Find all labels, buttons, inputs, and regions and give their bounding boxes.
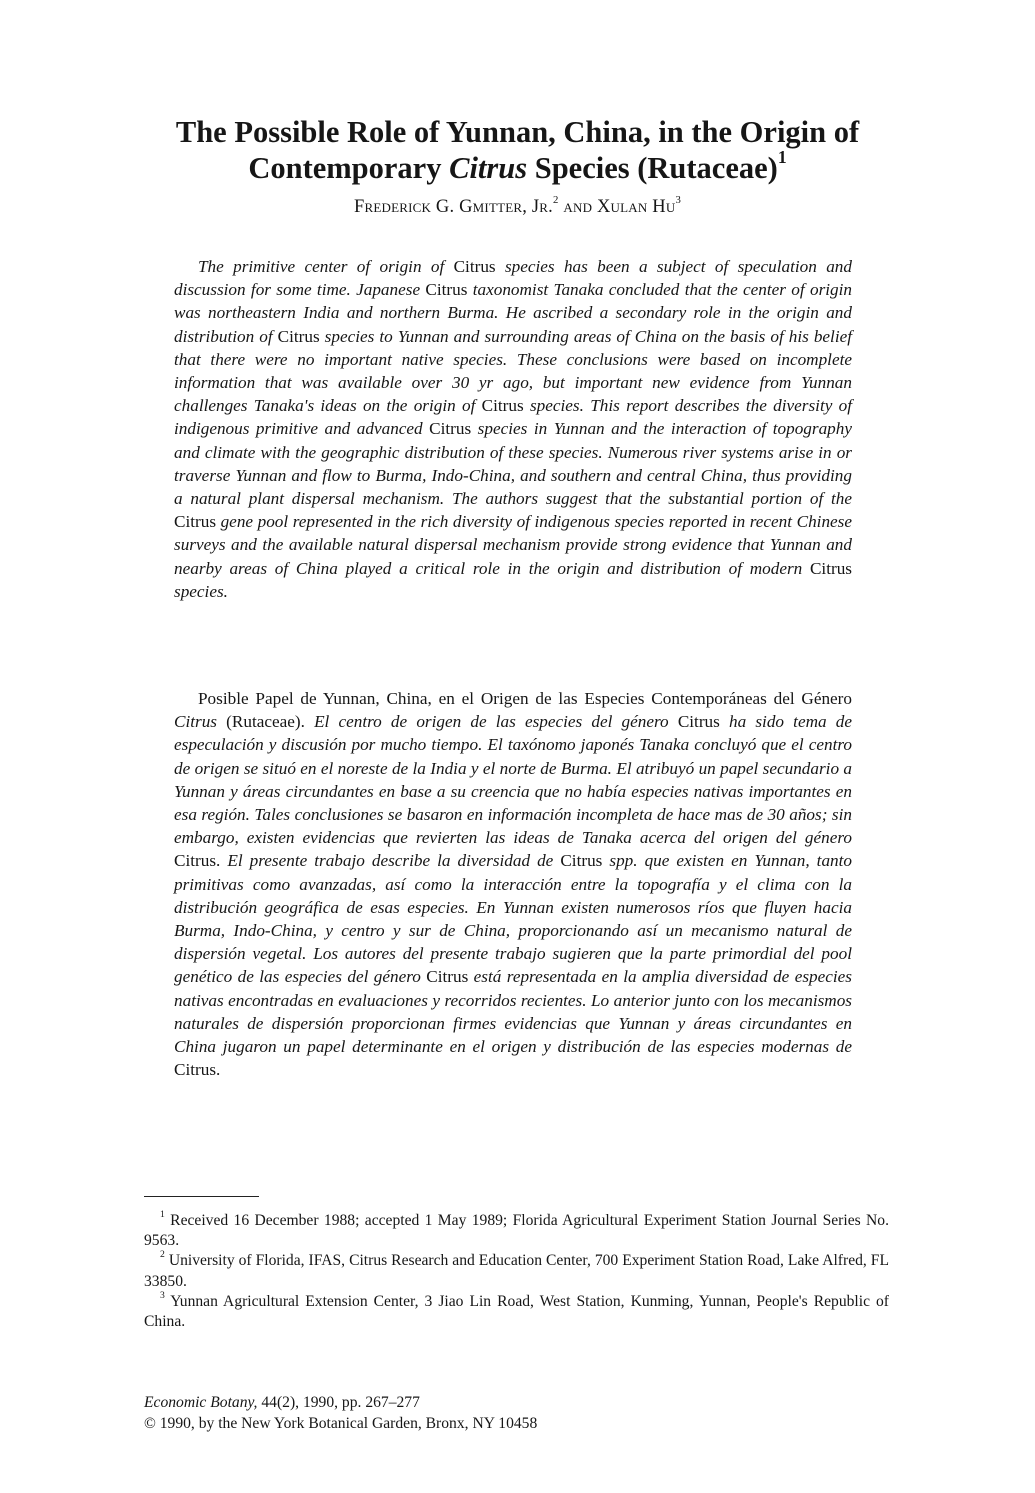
title-footnote-mark: 1 xyxy=(777,147,787,168)
abstract-es-text: El centro de origen de las especies del género xyxy=(314,712,678,732)
abstract-es-text: ha sido tema de especulación y discusión por mucho tiempo. El taxónomo japonés Tanaka concluyó que el centro de origen se situó en el noreste de la India y el norte de Burma. El atribuyó un papel secundario a Yunnan y áreas circundantes en base a su creencia que no había especies nativas importantes en esa región. Tales conclusiones se basaron en información incompleta de hace mas de 30 años; sin embargo, existen evidencias que revierten las ideas de Tanaka acerca del origen del género xyxy=(174,712,852,848)
genus-citrus: Citrus xyxy=(429,419,472,439)
genus-citrus: Citrus xyxy=(481,396,524,416)
footnote-text: Yunnan Agricultural Extension Center, 3 Jiao Lin Road, West Station, Kunming, Yunnan, People's Republic of China. xyxy=(144,1292,889,1331)
author-byline xyxy=(120,193,915,218)
abstract-en-text: species in Yunnan and the interaction of topography and climate with the geographic distribution of these species. Numerous river systems arise in or traverse Yunnan and flow to Burma, Indo-China, and southern and central China, thus providing a natural plant dispersal mechanism. The authors suggest that the substantial portion of the xyxy=(174,419,852,509)
genus-citrus: Citrus xyxy=(453,257,496,276)
genus-citrus: Citrus. xyxy=(174,851,221,871)
article-title xyxy=(120,114,915,186)
footnote-mark: 3 xyxy=(160,1289,165,1301)
journal-name: Economic Botany, xyxy=(144,1394,258,1411)
author-gmitter-mark: 2 xyxy=(553,193,559,206)
abstract-es-heading-genus: Citrus xyxy=(174,712,217,732)
author-hu: Xulan Hu xyxy=(596,197,676,217)
author-hu-mark: 3 xyxy=(675,193,681,206)
genus-citrus: Citrus. xyxy=(174,1060,221,1080)
footnote-mark: 1 xyxy=(160,1208,165,1220)
footnote-text: University of Florida, IFAS, Citrus Research and Education Center, 700 Experiment Station Road, Lake Alfred, FL 33850. xyxy=(144,1252,889,1290)
footnote-mark: 2 xyxy=(160,1249,165,1261)
abstract-es-text: spp. que existen en Yunnan, tanto primitivas como avanzadas, así como la interacción entre la topografía y el clima con la distribución geográfica de esas especies. En Yunnan existen numerosos ríos que fluyen hacia Burma, Indo-China, y centro y sur de China, proporcionando así un mecanismo natural de dispersión vegetal. Los autores del presente trabajo sugieren que la parte primordial del pool genético de las especies del género xyxy=(174,851,852,987)
abstract-es-text: está representada en la amplia diversidad de especies nativas encontradas en evaluaciones y recorridos recientes. Lo anterior junto con los mecanismos naturales de dispersión proporcionan firmes evidencias que Yunnan y áreas circundantes en China jugaron un papel determinante en el origen y distribución de las especies modernas de xyxy=(174,967,852,1057)
abstract-es-heading: (Rutaceae). xyxy=(217,712,315,732)
title-line-1: The Possible Role of Yunnan, China, in the Origin of xyxy=(175,115,860,149)
author-conjunction: and xyxy=(558,197,597,217)
abstract-en-text: species has been a subject of speculation and discussion for some time. Japanese xyxy=(174,257,852,300)
author-gmitter: Frederick G. Gmitter, Jr. xyxy=(353,197,553,217)
footnote-3 xyxy=(144,1289,889,1332)
title-genus: Citrus xyxy=(449,151,528,185)
abstract-en-text: species. xyxy=(174,581,228,601)
title-line-2-suffix: Species (Rutaceae) xyxy=(527,151,778,185)
abstract-en-text: The primitive center of origin of xyxy=(198,257,454,276)
genus-citrus: Citrus xyxy=(809,558,852,578)
genus-citrus: Citrus xyxy=(174,512,217,532)
title-line-2-prefix: Contemporary xyxy=(248,151,450,185)
abstract-en-text: species to Yunnan and surrounding areas of China on the basis of his belief that there were no important native species. These conclusions were based on incomplete information that was available over 30 yr ago, but important new evidence from Yunnan challenges Tanaka's ideas on the origin of xyxy=(174,326,852,416)
footnotes xyxy=(144,1208,889,1332)
footnote-text: Received 16 December 1988; accepted 1 May 1989; Florida Agricultural Experiment Station Journal Series No. 9563. xyxy=(144,1212,889,1250)
footnote-divider xyxy=(144,1196,259,1197)
abstract-es-heading: Posible Papel de Yunnan, China, en el Origen de las Especies Contemporáneas del Género xyxy=(198,689,852,708)
genus-citrus: Citrus xyxy=(677,712,720,732)
abstract-english xyxy=(174,255,852,603)
citation-line xyxy=(144,1393,844,1414)
abstract-en-text: species. This report describes the diversity of indigenous primitive and advanced xyxy=(174,396,853,439)
footnote-1 xyxy=(144,1208,889,1251)
journal-issue: 44(2), 1990, pp. 267–277 xyxy=(257,1394,420,1411)
abstract-spanish xyxy=(174,687,852,1081)
genus-citrus: Citrus xyxy=(426,967,469,987)
footnote-2 xyxy=(144,1251,889,1291)
genus-citrus: Citrus xyxy=(560,851,603,871)
title-line-2 xyxy=(120,147,915,186)
abstract-es-text: El presente trabajo describe la diversidad de xyxy=(220,851,561,871)
genus-citrus: Citrus xyxy=(277,326,320,346)
copyright-line: © 1990, by the New York Botanical Garden, Bronx, NY 10458 xyxy=(144,1414,538,1432)
genus-citrus: Citrus xyxy=(425,280,468,300)
abstract-en-text: taxonomist Tanaka concluded that the center of origin was northeastern India and northern Burma. He ascribed a secondary role in the origin and distribution of xyxy=(174,280,852,346)
journal-citation xyxy=(144,1393,844,1434)
abstract-en-text: gene pool represented in the rich diversity of indigenous species reported in recent Chinese surveys and the available natural dispersal mechanism provide strong evidence that Yunnan and nearby areas of China played a critical role in the origin and distribution of modern xyxy=(174,512,852,578)
